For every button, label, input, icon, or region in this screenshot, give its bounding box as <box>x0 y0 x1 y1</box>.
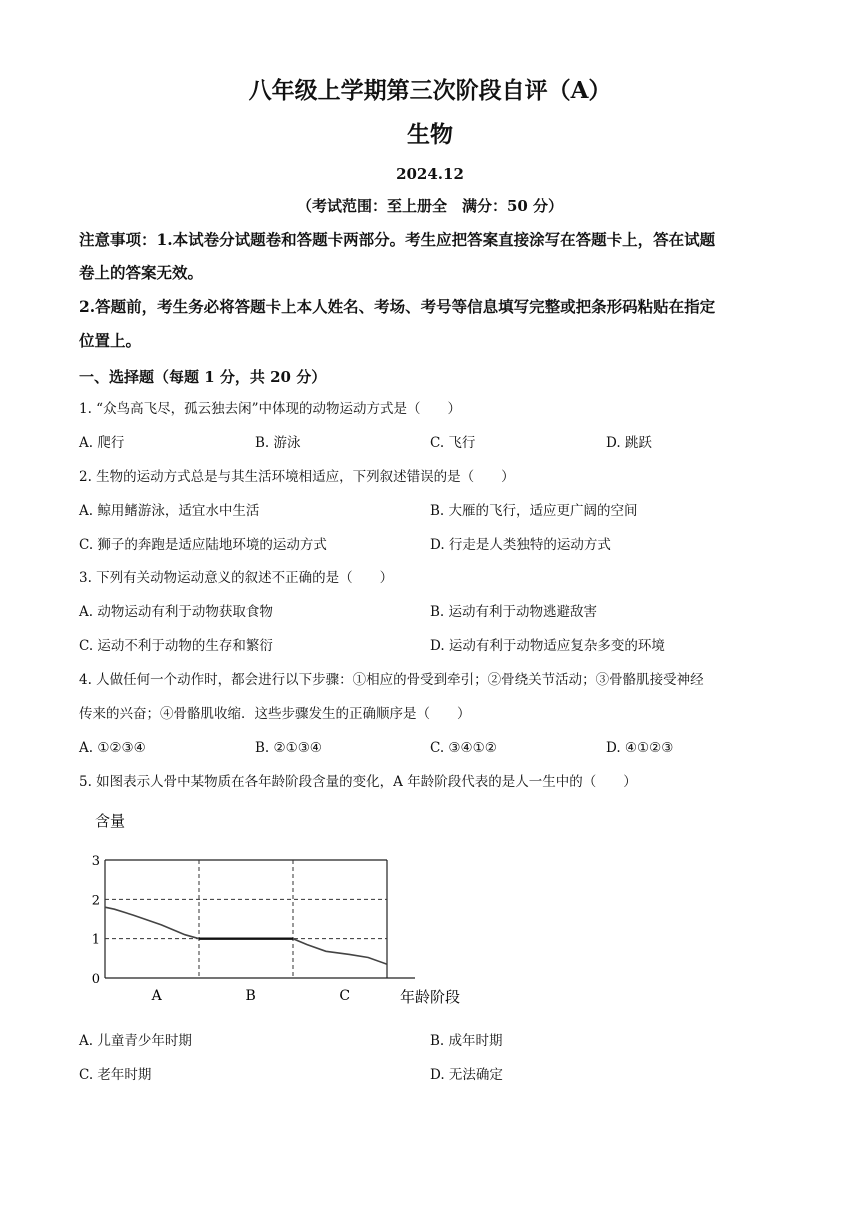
question-2-stem: 2. 生物的运动方式总是与其生活环境相适应，下列叙述错误的是（ ） <box>79 469 515 485</box>
x-category-label: B <box>245 988 256 1004</box>
question-3-option-a: A. 动物运动有利于动物获取食物 <box>79 604 273 620</box>
question-3-option-d: D. 运动有利于动物适应复杂多变的环境 <box>430 638 665 654</box>
y-axis-label: 含量 <box>95 812 126 830</box>
notice-line-1: 注意事项：1.本试卷分试题卷和答题卡两部分。考生应把答案直接涂写在答题卡上，答在试题 <box>79 230 716 249</box>
y-tick-label: 2 <box>91 893 100 909</box>
question-2-option-b: B. 大雁的飞行，适应更广阔的空间 <box>430 503 638 519</box>
question-4-stem: 4. 人做任何一个动作时，都会进行以下步骤：①相应的骨受到牵引；②骨绕关节活动；③骨骼肌接受神经 <box>79 672 704 688</box>
data-line-series <box>105 907 387 964</box>
question-1-option-d: D. 跳跃 <box>606 435 652 451</box>
question-1-option-b: B. 游泳 <box>255 435 301 451</box>
exam-date: 2024.12 <box>396 165 464 183</box>
page-title: 八年级上学期第三次阶段自评（A） <box>248 77 612 104</box>
question-5-option-a: A. 儿童青少年时期 <box>79 1033 192 1049</box>
question-4-option-c: C. ③④①② <box>430 740 497 756</box>
question-5-option-b: B. 成年时期 <box>430 1033 503 1049</box>
question-4-stem-cont: 传来的兴奋；④骨骼肌收缩．这些步骤发生的正确顺序是（ ） <box>79 706 471 722</box>
exam-scope: （考试范围：至上册全 满分：50 分） <box>296 197 564 215</box>
question-4-option-a: A. ①②③④ <box>79 740 146 756</box>
question-1-option-c: C. 飞行 <box>430 435 476 451</box>
question-4-option-b: B. ②①③④ <box>255 740 322 756</box>
question-1-stem: 1. “众鸟高飞尽，孤云独去闲”中体现的动物运动方式是（ ） <box>79 401 461 417</box>
question-3-stem: 3. 下列有关动物运动意义的叙述不正确的是（ ） <box>79 570 394 586</box>
x-category-label: C <box>339 988 351 1004</box>
question-5-stem: 5. 如图表示人骨中某物质在各年龄阶段含量的变化，A 年龄阶段代表的是人一生中的（ ） <box>79 774 637 790</box>
notice-line-2: 卷上的答案无效。 <box>79 263 204 282</box>
notice-line-3: 2.答题前，考生务必将答题卡上本人姓名、考场、考号等信息填写完整或把条形码粘贴在指定 <box>79 297 716 316</box>
question-5-option-d: D. 无法确定 <box>430 1067 503 1083</box>
y-tick-label: 3 <box>91 854 100 869</box>
y-tick-label: 0 <box>91 972 100 987</box>
bone-substance-chart <box>80 805 480 1015</box>
question-4-option-d: D. ④①②③ <box>606 740 674 756</box>
question-2-option-c: C. 狮子的奔跑是适应陆地环境的运动方式 <box>79 537 327 553</box>
y-tick-label: 1 <box>91 932 100 948</box>
question-1-option-a: A. 爬行 <box>79 435 125 451</box>
question-5-option-c: C. 老年时期 <box>79 1067 152 1083</box>
question-3-option-c: C. 运动不利于动物的生存和繁衍 <box>79 638 273 654</box>
x-axis-label: 年龄阶段 <box>400 988 461 1006</box>
section-heading: 一、选择题（每题 1 分，共 20 分） <box>79 368 327 386</box>
question-2-option-a: A. 鲸用鳍游泳，适宜水中生活 <box>79 503 260 519</box>
subject-title: 生物 <box>407 121 453 148</box>
question-3-option-b: B. 运动有利于动物逃避敌害 <box>430 604 598 620</box>
x-category-label: A <box>151 988 162 1004</box>
notice-line-4: 位置上。 <box>79 331 142 350</box>
question-2-option-d: D. 行走是人类独特的运动方式 <box>430 537 611 553</box>
